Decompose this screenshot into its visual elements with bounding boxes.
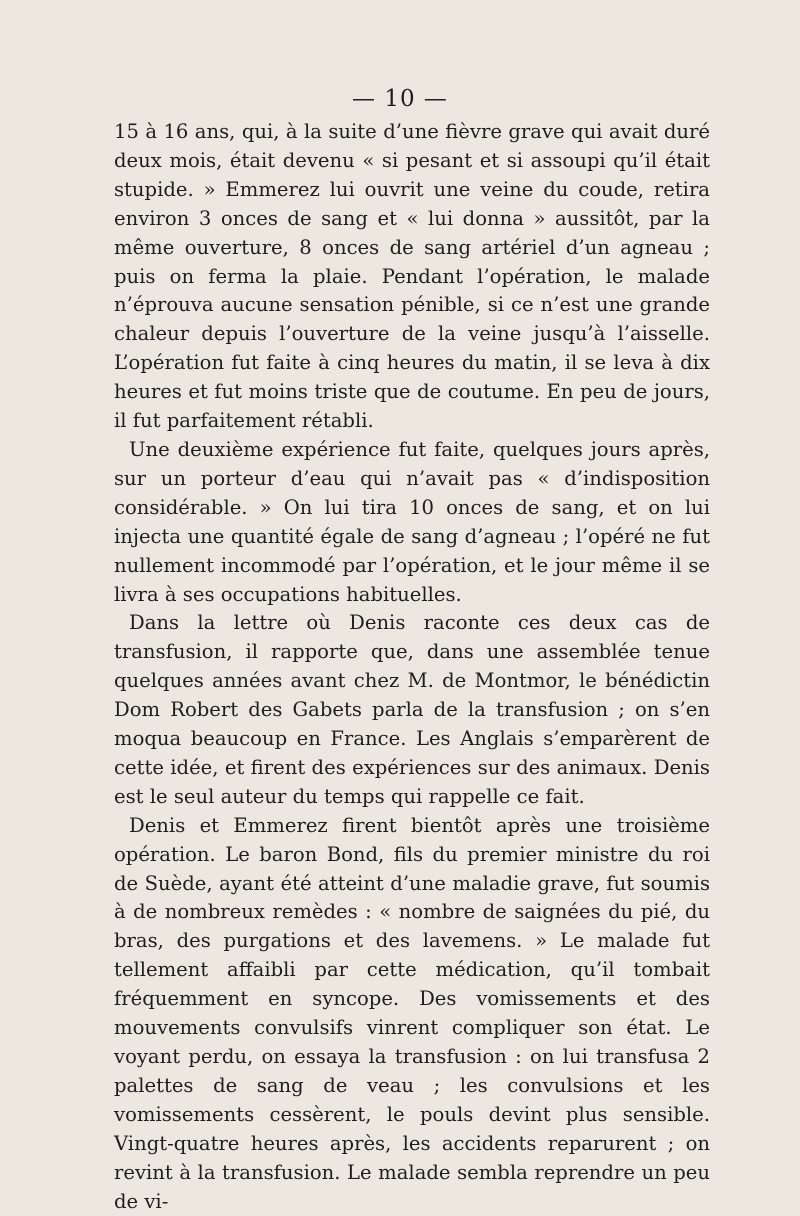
paragraph-2: Une deuxième expérience fut faite, quelques jours après, sur un porteur d’eau qui n’avait pas « d’indisposition considérable. » On lui tira 10 onces de sang, et on lui injecta une quantité égale de sang d’agneau ; l’opéré ne fut nullement incommodé par l’opération, et le jour même il se livra à ses occupations habituelles. — [114, 437, 710, 606]
paragraph-1: 15 à 16 ans, qui, à la suite d’une fièvre grave qui avait duré deux mois, était devenu « si pesant et si assoupi qu’il était stupide. » Emmerez lui ouvrit une veine du coude, retira environ 3 onces de sang et « lui donna » aussitôt, par la même ouverture, 8 onces de sang artériel d’un agneau ; puis on ferma la plaie. Pendant l’opération, le malade n’éprouva aucune sensation pénible, si ce n’est une grande chaleur depuis l’ouverture de la veine jusqu’à l’aisselle. L’opération fut faite à cinq heures du matin, il se leva à dix heures et fut moins triste que de coutume. En peu de jours, il fut parfaitement rétabli. — [114, 120, 710, 433]
page-number: — 10 — — [352, 86, 448, 112]
paragraph-4: Denis et Emmerez firent bientôt après une troisième opération. Le baron Bond, fils du premier ministre du roi de Suède, ayant été atteint d’une maladie grave, fut soumis à de nombreux remèdes : « nombre de saignées du pié, du bras, des purgations et des lavemens. » Le malade fut tellement affaibli par cette médication, qu’il tombait fréquemment en syncope. Des vomissements et des mouvements convulsifs vinrent compliquer son état. Le voyant perdu, on essaya la transfusion : on lui transfusa 2 palettes de sang de veau ; les convulsions et les vomissements cessèrent, le pouls devint plus sensible. Vingt-quatre heures après, les accidents reparurent ; on revint à la transfusion. Le malade sembla reprendre un peu de vi- — [114, 813, 710, 1213]
body-text — [114, 118, 710, 1216]
paragraph-3: Dans la lettre où Denis raconte ces deux cas de transfusion, il rapporte que, dans une assemblée tenue quelques années avant chez M. de Montmor, le bénédictin Dom Robert des Gabets parla de la transfusion ; on s’en moqua beaucoup en France. Les Anglais s’emparèrent de cette idée, et firent des expériences sur des animaux. Denis est le seul auteur du temps qui rappelle ce fait. — [114, 611, 710, 808]
